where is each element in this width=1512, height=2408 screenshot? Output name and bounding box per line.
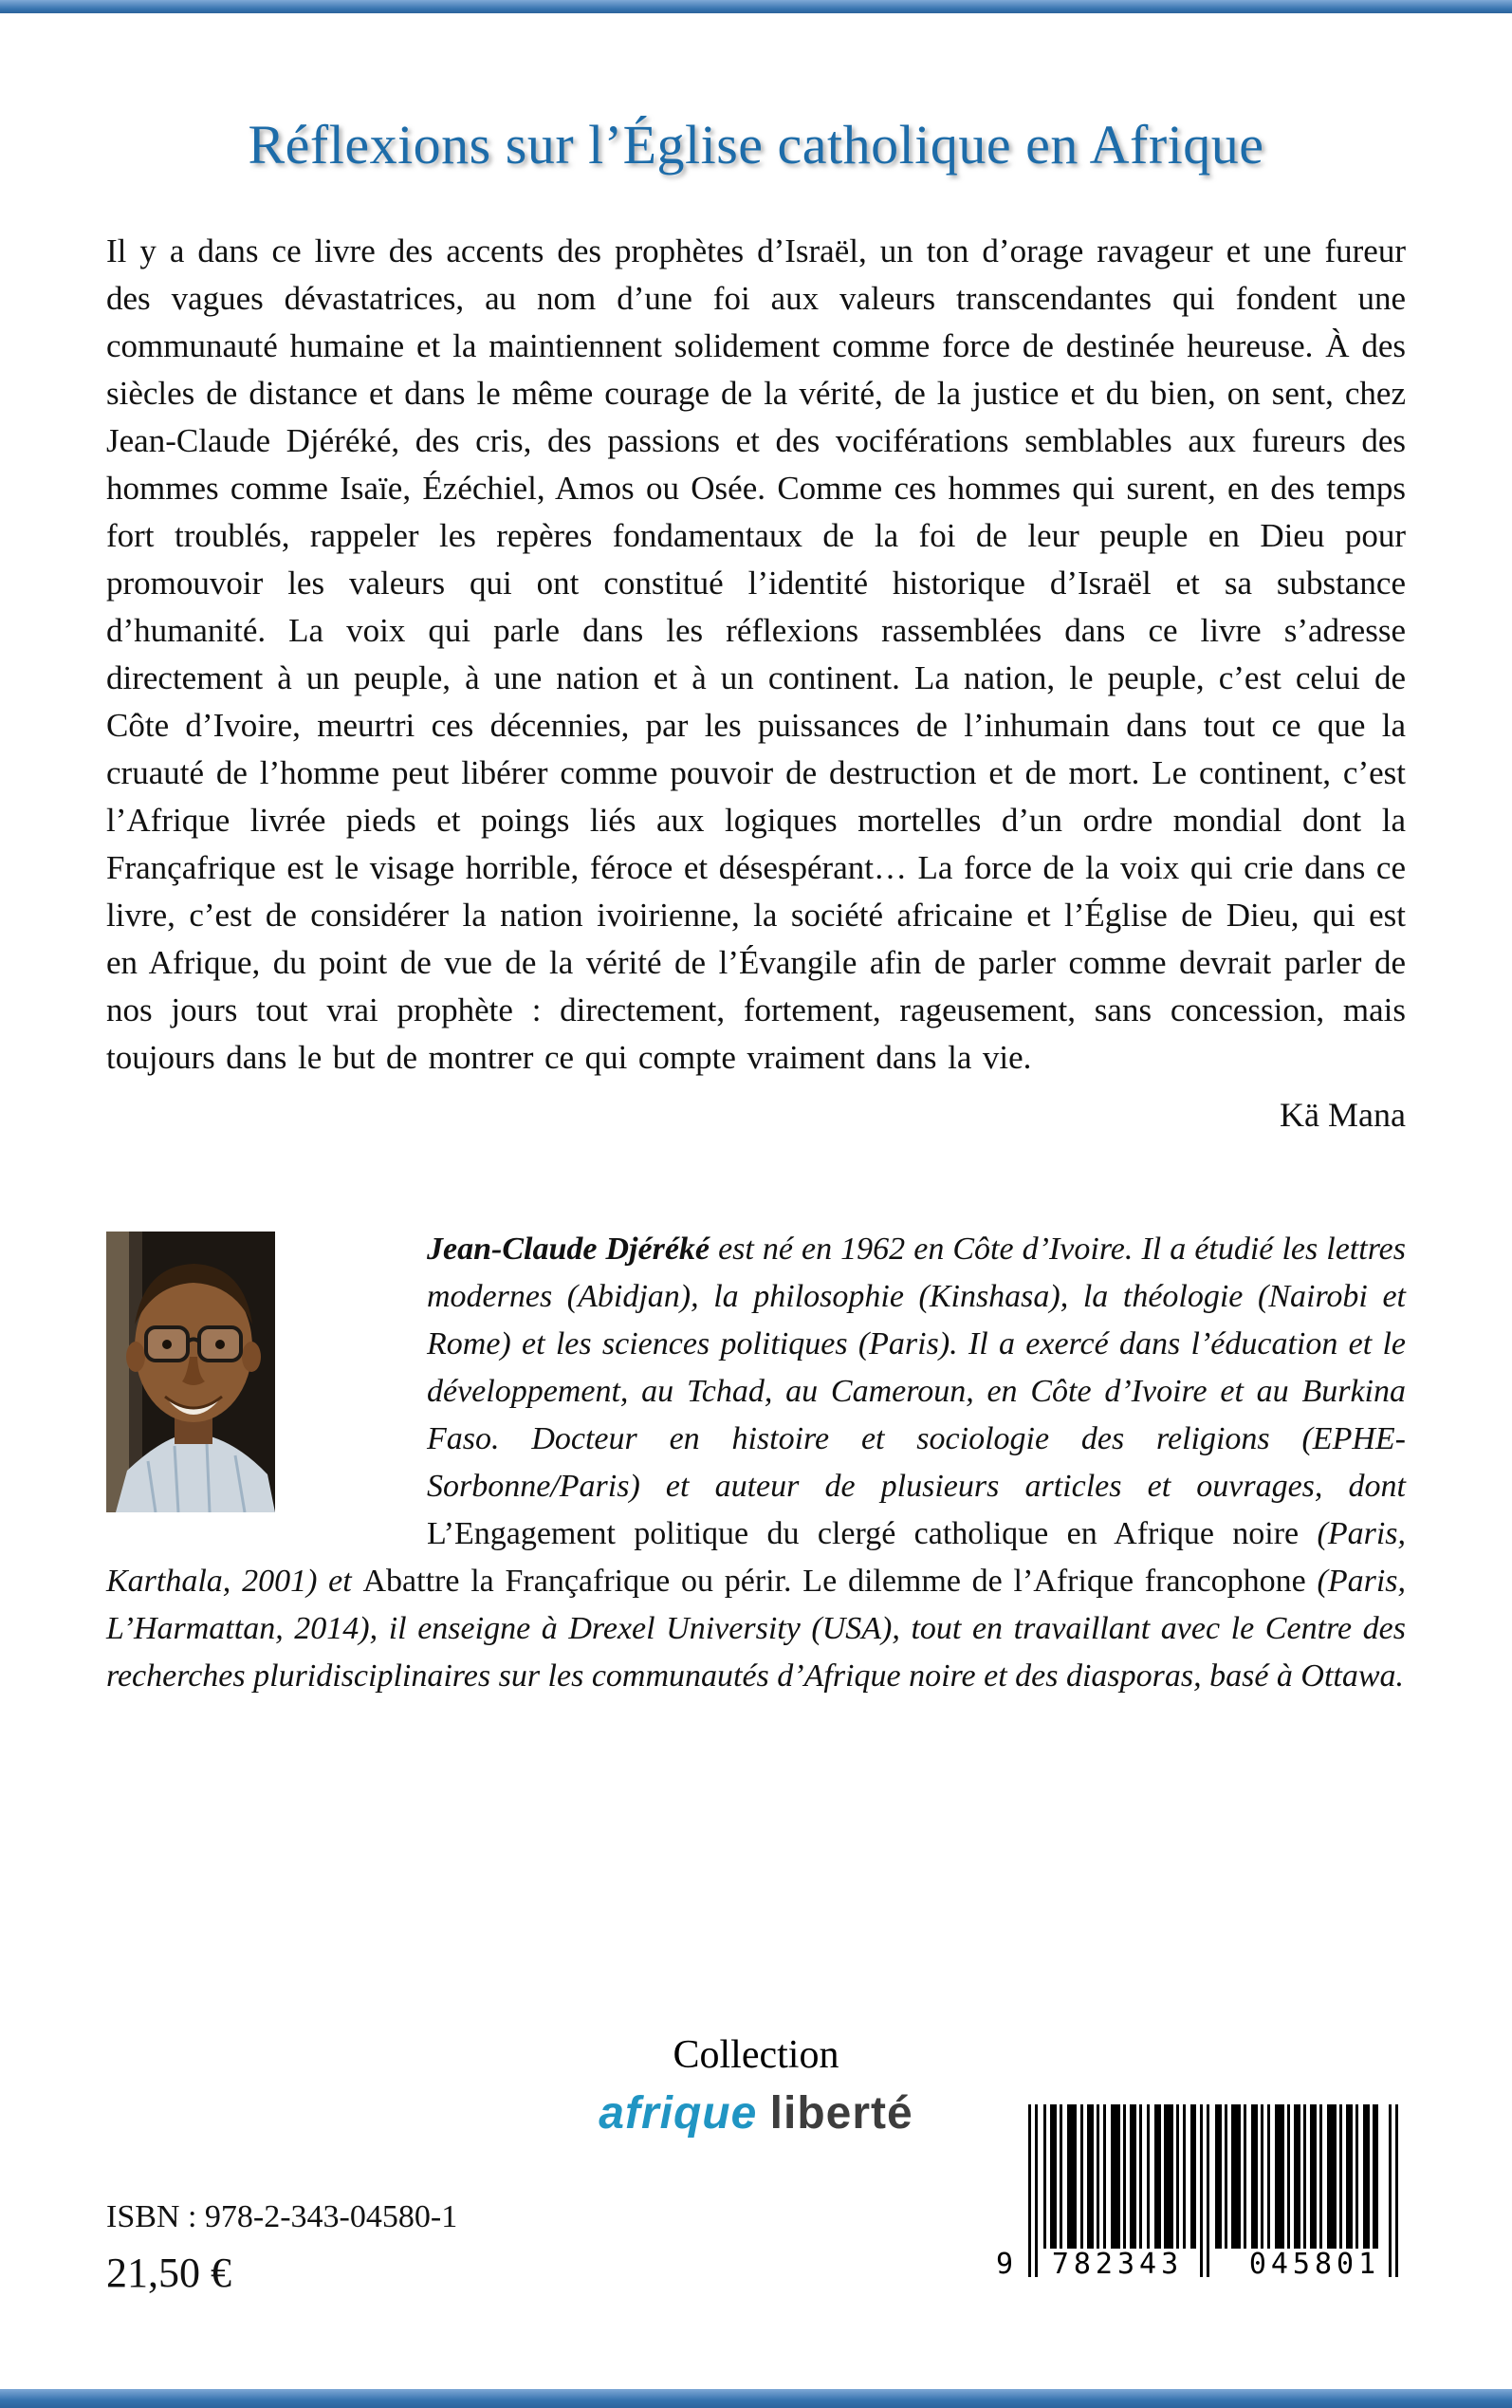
isbn-text: ISBN : 978-2-343-04580-1 xyxy=(106,2199,458,2234)
top-border-strip xyxy=(0,0,1512,13)
barcode xyxy=(996,2104,1406,2283)
blurb-signature: Kä Mana xyxy=(1280,1096,1406,1134)
barcode-group-left: 782343 xyxy=(1051,2248,1184,2281)
author-bio-text: Jean-Claude Djéréké est né en 1962 en Côte d’Ivoire. Il a étudié les lettres modernes (Abidjan), la philosophie (Kinshasa), la théologie (Nairobi et Rome) et les sciences politiques (Paris). Il a exercé dans l’éducation et le développement, au Tchad, au Cameroun, en Côte d’Ivoire et au Burkina Faso. Docteur en histoire et sociologie des religions (EPHE-Sorbonne/Paris) et auteur de plusieurs articles et ouvrages, dont L’Engagement politique du clergé catholique en Afrique noire (Paris, Karthala, 2001) et Abattre la Françafrique ou périr. Le dilemme de l’Afrique francophone (Paris, L’Harmattan, 2014), il enseigne à Drexel University (USA), tout en travaillant avec le Centre des recherches pluridisciplinaires sur les communautés d’Afrique noire et des diasporas, basé à Ottawa. xyxy=(106,1232,1406,1694)
bottom-border-strip xyxy=(0,2389,1512,2408)
author-photo-image xyxy=(106,1232,275,1512)
barcode-digit-first: 9 xyxy=(996,2248,1014,2281)
isbn-price-block xyxy=(106,2199,457,2297)
author-bio-section xyxy=(106,1226,1406,1700)
series-word-afrique: afrique xyxy=(599,2088,758,2139)
barcode-number xyxy=(996,2247,1406,2281)
book-title: Réflexions sur l’Église catholique en Afrique xyxy=(248,114,1264,176)
barcode-group-right: 045801 xyxy=(1248,2248,1381,2281)
collection-label: Collection xyxy=(673,2033,839,2077)
back-cover-blurb: Il y a dans ce livre des accents des prophètes d’Israël, un ton d’orage ravageur et une fureur des vagues dévastatrices, au nom d’une foi aux valeurs transcendantes qui fondent une communauté humaine et la maintiennent solidement comme force de destinée heureuse. À des siècles de distance et dans le même courage de la vérité, de la justice et du bien, on sent, chez Jean-Claude Djéréké, des cris, des passions et des vociférations semblables aux fureurs des hommes comme Isaïe, Ézéchiel, Amos ou Osée. Comme ces hommes qui surent, en des temps fort troublés, rappeler les repères fondamentaux de la foi de leur peuple en Dieu pour promouvoir les valeurs qui ont constitué l’identité historique d’Israël et sa substance d’humanité. La voix qui parle dans les réflexions rassemblées dans ce livre s’adresse directement à un peuple, à une nation et à un continent. La nation, le peuple, c’est celui de Côte d’Ivoire, meurtri ces décennies, par les puissances de l’inhumain dans tout ce que la cruauté de l’homme peut libérer comme pouvoir de destruction et de mort. Le continent, c’est l’Afrique livrée pieds et poings liés aux logiques mortelles d’un ordre mondial dont la Françafrique est le visage horrible, féroce et désespérant… La force de la voix qui crie dans ce livre, c’est de considérer la nation ivoirienne, la société africaine et l’Église de Dieu, qui est en Afrique, du point de vue de la vérité de l’Évangile afin de parler comme devrait parler de nos jours tout vrai prophète : directement, fortement, rageusement, sans concession, mais toujours dans le but de montrer ce qui compte vraiment dans la vie. xyxy=(106,232,1406,1076)
cover-content xyxy=(0,112,1512,1700)
author-photo xyxy=(106,1232,275,1512)
series-word-liberte: liberté xyxy=(769,2088,913,2139)
price-text: 21,50 € xyxy=(106,2250,231,2296)
